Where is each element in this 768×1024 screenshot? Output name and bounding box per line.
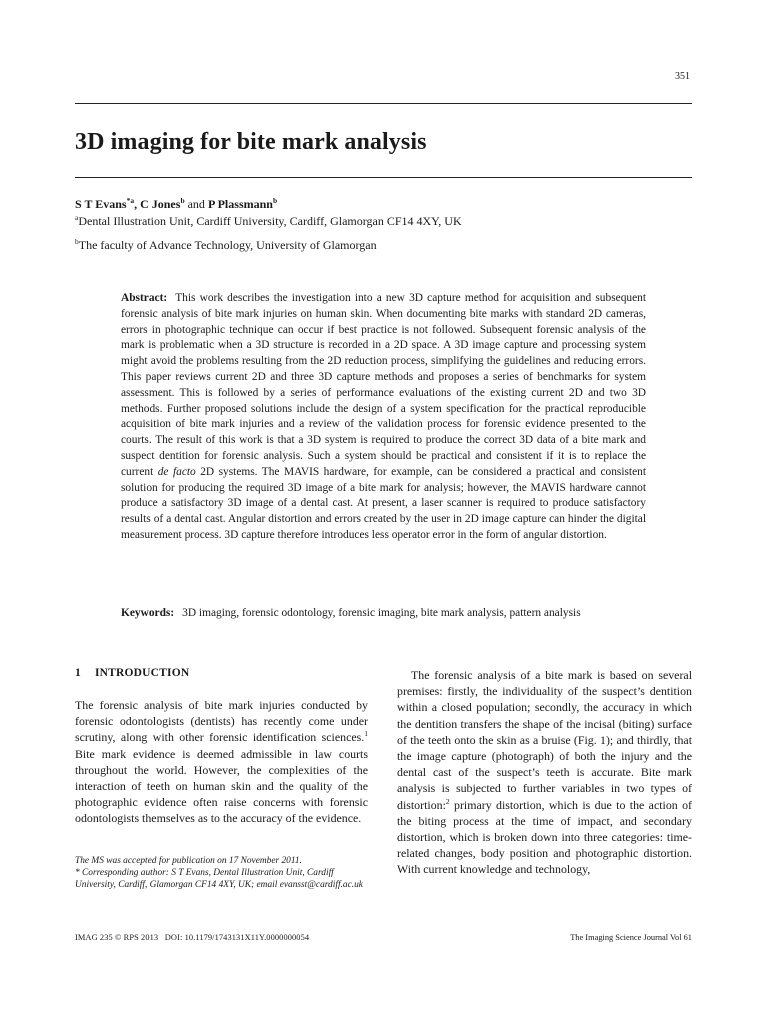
section-heading	[75, 667, 189, 679]
author-separator: and	[184, 197, 208, 211]
abstract	[121, 291, 646, 544]
abstract-label: Abstract:	[121, 292, 168, 304]
page-number: 351	[675, 71, 690, 82]
abstract-italic-term: de facto	[157, 465, 196, 478]
author-superscript: b	[180, 196, 185, 205]
author-name: C Jones	[140, 197, 181, 211]
affiliation-b	[75, 238, 377, 253]
author-superscript: *a	[126, 196, 135, 205]
body-text: The forensic analysis of bite mark injuries conducted by forensic odontologists (dentists) has recently come under scrutiny, along with other forensic identification sciences.	[75, 698, 368, 745]
affiliation-superscript: b	[75, 237, 79, 246]
header-rule	[75, 103, 692, 104]
paper-title: 3D imaging for bite mark analysis	[75, 129, 427, 155]
body-column-left	[75, 697, 368, 827]
abstract-text: This work describes the investigation into a new 3D capture method for acquisition and subsequent forensic analysis of bite mark injuries on human skin. When documenting bite marks with standard 2D cameras, errors in photographic technique can occur if best practice is not followed. Subsequent forensic analysis of the mark is problematic when a 3D structure is recorded in a 2D space. A 3D image capture and processing system might avoid the problems resulting from the 2D reduction process, simplifying the guidelines and reducing errors. This paper reviews current 2D and three 3D capture methods and proposes a series of benchmarks for system assessment. This is followed by a series of performance evaluations of the existing current 2D and two 3D methods. Further proposed solutions include the design of a system specification for the practical reproducible acquisition of bite mark injuries and a review of the validation process for forensic evidence presented to the courts. The result of this work is that a 3D system is required to produce the correct 3D data of a bite mark and suspect dentition for forensic analysis. Such a system should be practical and consistent if it is to replace the current	[121, 292, 646, 478]
affiliation-superscript: a	[75, 213, 79, 222]
title-rule	[75, 177, 692, 178]
affiliation-text: The faculty of Advance Technology, University of Glamorgan	[78, 238, 377, 252]
footnote-accepted: The MS was accepted for publication on 17 November 2011.	[75, 856, 302, 866]
author-name: P Plassmann	[207, 197, 273, 211]
keywords	[121, 606, 646, 622]
author-separator: ,	[134, 197, 141, 211]
body-text: The forensic analysis of a bite mark is based on several premises: firstly, the individuality of the suspect’s dentition within a closed population; secondly, the accuracy in which the dentition transfers the shape of the incisal (biting) surface of the teeth onto the skin as a bruise (Fig. 1); and thirdly, that the image capture (photograph) of both the injury and the dental cast of the suspect’s teeth is accurate. Bite mark analysis is subjected to further variables in two types of distortion:	[397, 668, 692, 812]
affiliation-text: Dental Illustration Unit, Cardiff University, Cardiff, Glamorgan CF14 4XY, UK	[78, 214, 462, 228]
footnotes	[75, 855, 368, 891]
keywords-text: 3D imaging, forensic odontology, forensic imaging, bite mark analysis, pattern analysis	[182, 607, 581, 619]
abstract-text-continued: 2D systems. The MAVIS hardware, for example, can be considered a practical and consistent solution for producing the required 3D image of a bite mark for analysis; however, the MAVIS hardware cannot produce a satisfactory 3D image of a dental cast. At present, a laser scanner is required to produce satisfactory results of a dental cast. Angular distortion and errors created by the user in 2D image capture can hinder the digital measurement process. 3D capture therefore introduces less operator error in the form of angular distortion.	[121, 465, 646, 541]
author-superscript: b	[272, 196, 278, 205]
author-list	[75, 197, 277, 212]
section-title: INTRODUCTION	[94, 667, 190, 679]
footer-citation: IMAG 235 © RPS 2013 DOI: 10.1179/1743131X11Y.0000000054	[75, 933, 310, 942]
footer-journal: The Imaging Science Journal Vol 61	[570, 933, 692, 942]
affiliation-a	[75, 214, 462, 229]
citation-superscript: 1	[364, 729, 368, 739]
section-number: 1	[75, 667, 81, 679]
footnote-corresponding-author: * Corresponding author: S T Evans, Dental Illustration Unit, Cardiff University, Cardiff, Glamorgan CF14 4XY, UK; email evansst@cardiff.ac.uk	[75, 868, 363, 890]
author-name: S T Evans	[75, 197, 127, 211]
body-text-continued: Bite mark evidence is deemed admissible in law courts throughout the world. However, the complexities of the interaction of teeth on human skin and the quality of the photographic evidence often raise concerns with forensic odontologists themselves as to the accuracy of the evidence.	[75, 746, 368, 826]
body-text-continued: primary distortion, which is due to the action of the biting process at the time of impact, and secondary distortion, which is broken down into three categories: time-related changes, body position and photographic distortion. With current knowledge and technology,	[397, 797, 692, 877]
body-column-right	[397, 667, 692, 878]
keywords-label: Keywords:	[121, 607, 175, 619]
citation-superscript: 2	[445, 796, 450, 806]
